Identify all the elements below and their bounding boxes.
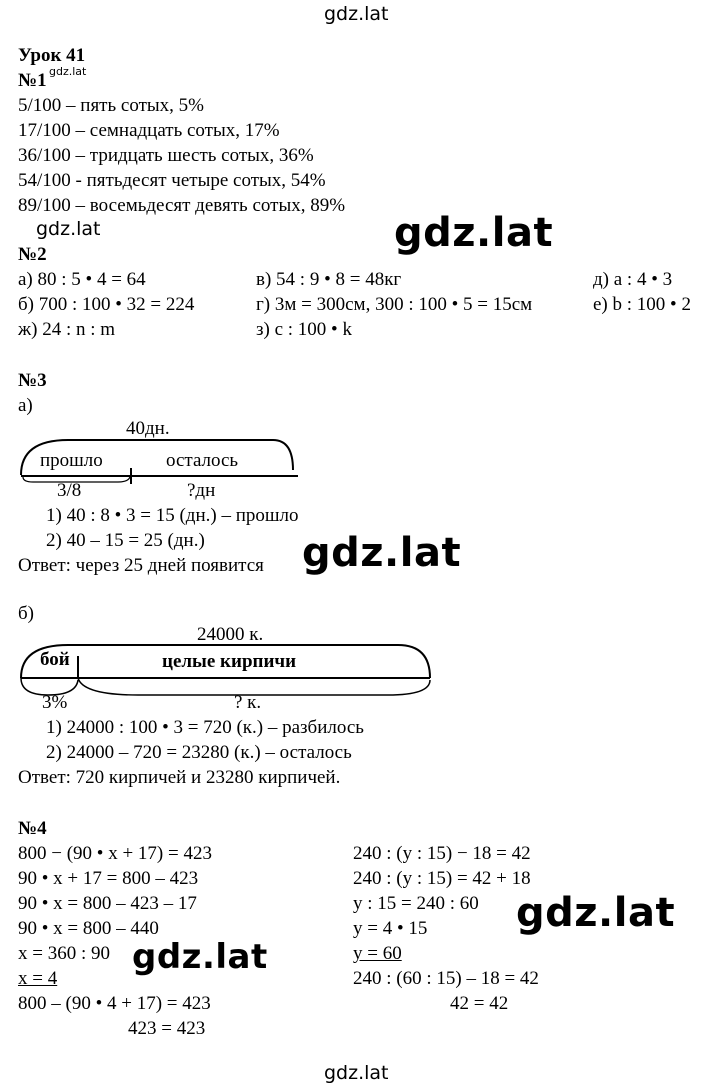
task3a-label: а) [18, 395, 33, 416]
task4-left-check: 423 = 423 [128, 1018, 206, 1039]
task1-line: 17/100 – семнадцать сотых, 17% [18, 120, 280, 141]
watermark-big: gdz.lat [394, 210, 554, 256]
task4-right-line: y : 15 = 240 : 60 [353, 893, 479, 914]
watermark-bottom: gdz.lat [324, 1062, 389, 1084]
task3b-step: 1) 24000 : 100 • 3 = 720 (к.) – разбилось [46, 717, 364, 738]
task2-item-b: б) 700 : 100 • 32 = 224 [18, 294, 195, 315]
task2-number: №2 [18, 244, 47, 265]
task3a-step: 1) 40 : 8 • 3 = 15 (дн.) – прошло [46, 505, 299, 526]
task3a-right-part: осталось [166, 450, 239, 471]
task2-item-g: г) 3м = 300см, 300 : 100 • 5 = 15см [256, 294, 533, 315]
task1-line: 5/100 – пять сотых, 5% [18, 95, 204, 116]
task4-left-result: x = 4 [18, 968, 58, 989]
watermark-big: gdz.lat [516, 890, 676, 936]
task2-item-zh: ж) 24 : n : m [18, 319, 116, 340]
watermark-small: gdz.lat [36, 218, 101, 240]
task3b-label: б) [18, 603, 34, 624]
task4-left-check: 800 – (90 • 4 + 17) = 423 [18, 993, 211, 1014]
task2-item-e: е) b : 100 • 2 [593, 294, 691, 315]
task3a-step: 2) 40 – 15 = 25 (дн.) [46, 530, 205, 551]
watermark-big: gdz.lat [302, 530, 462, 576]
task4-left-line: 90 • x + 17 = 800 – 423 [18, 868, 199, 889]
task3b-step: 2) 24000 – 720 = 23280 (к.) – осталось [46, 742, 352, 763]
task3a-answer: Ответ: через 25 дней появится [18, 555, 264, 576]
task4-left-line: 90 • x = 800 – 440 [18, 918, 159, 939]
task3a-total-label: 40дн. [126, 418, 170, 439]
task1-line: 36/100 – тридцать шесть сотых, 36% [18, 145, 314, 166]
task2-item-v: в) 54 : 9 • 8 = 48кг [256, 269, 402, 290]
task3b-left-part: бой [40, 649, 70, 670]
task3b-right-part: целые кирпичи [162, 651, 297, 672]
task2-item-a: а) 80 : 5 • 4 = 64 [18, 269, 146, 290]
task3b-question: ? к. [234, 692, 262, 713]
task1-line: 89/100 – восемьдесят девять сотых, 89% [18, 195, 346, 216]
task4-right-line: 240 : (y : 15) − 18 = 42 [353, 843, 531, 864]
task4-right-result: y = 60 [353, 943, 402, 964]
task2-item-z: з) c : 100 • k [256, 319, 352, 340]
task4-right-check: 42 = 42 [450, 993, 509, 1014]
task4-left-line: x = 360 : 90 [18, 943, 110, 964]
watermark-big: gdz.lat [132, 937, 268, 977]
task4-left-line: 90 • x = 800 – 423 – 17 [18, 893, 197, 914]
task1-line: 54/100 - пятьдесят четыре сотых, 54% [18, 170, 326, 191]
task3b-percent: 3% [42, 692, 68, 713]
task3a-question: ?дн [187, 480, 216, 501]
watermark-top: gdz.lat [324, 3, 389, 25]
lesson-title: Урок 41 [18, 45, 86, 66]
watermark-sup: gdz.lat [49, 65, 87, 78]
task3a-left-part: прошло [40, 450, 103, 471]
task4-number: №4 [18, 818, 47, 839]
task4-left-line: 800 − (90 • x + 17) = 423 [18, 843, 212, 864]
task3a-fraction: 3/8 [57, 480, 82, 501]
task1-number: №1 [18, 70, 47, 91]
task3b-answer: Ответ: 720 кирпичей и 23280 кирпичей. [18, 767, 341, 788]
task4-right-line: y = 4 • 15 [353, 918, 428, 939]
task2-item-d: д) a : 4 • 3 [593, 269, 673, 290]
task3b-total-label: 24000 к. [197, 624, 264, 645]
task4-right-check: 240 : (60 : 15) – 18 = 42 [353, 968, 539, 989]
task3-number: №3 [18, 370, 47, 391]
task4-right-line: 240 : (y : 15) = 42 + 18 [353, 868, 531, 889]
